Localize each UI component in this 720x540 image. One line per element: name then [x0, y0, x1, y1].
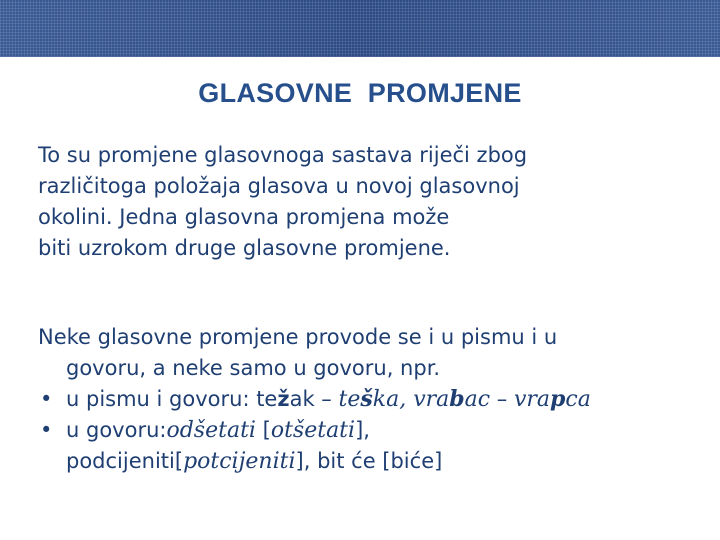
example-word: vra — [406, 387, 450, 412]
header-band — [0, 0, 720, 57]
bullet-continuation — [38, 446, 698, 477]
example-word: odšetati — [166, 418, 256, 443]
example-text: , bit će [biće] — [303, 449, 443, 473]
example-word: te — [338, 387, 361, 412]
example-word: ak — [289, 387, 315, 411]
paragraph-line: različitoga položaja glasova u novoj glasovnoj — [38, 174, 520, 198]
examples-block — [38, 322, 698, 477]
intro-line: govoru, a neke samo u govoru, npr. — [66, 356, 441, 380]
example-pronunciation: otšetati — [270, 418, 356, 443]
example-word: ac — [464, 387, 491, 412]
example-word: ca — [565, 387, 591, 412]
example-word: vra — [513, 387, 551, 412]
bracket: ], — [355, 418, 370, 442]
paragraph-line: okolini. Jedna glasovna promjena može — [38, 205, 450, 229]
example-letter: ž — [277, 387, 290, 411]
bullet-item-speech-only — [38, 415, 698, 446]
bracket: [ — [174, 449, 184, 473]
example-pronunciation: potcijeniti — [183, 449, 296, 474]
example-letter: p — [550, 386, 566, 412]
slide-title: GLASOVNE PROMJENE — [198, 78, 522, 108]
bullet-icon: • — [40, 387, 53, 411]
bullet-label: u pismu i govoru: — [66, 387, 257, 411]
dash: – — [314, 387, 339, 411]
bracket: ] — [295, 449, 304, 473]
example-letter: b — [449, 386, 465, 412]
paragraph-line: biti uzrokom druge glasovne promjene. — [38, 236, 451, 260]
example-letter: š — [360, 386, 373, 412]
example-word: ka, — [372, 387, 407, 412]
bullet-label: u govoru: — [66, 418, 167, 442]
definition-paragraph — [38, 140, 688, 264]
intro-line: Neke glasovne promjene provode se i u pismu i u — [38, 325, 558, 349]
bullet-item-writing-speech — [38, 384, 698, 415]
bullet-icon: • — [40, 418, 53, 442]
example-word: podcijeniti — [66, 449, 175, 473]
paragraph-line: To su promjene glasovnoga sastava riječi zbog — [38, 143, 528, 167]
bracket: [ — [255, 418, 271, 442]
dash: – — [490, 387, 514, 411]
example-word: te — [256, 387, 278, 411]
